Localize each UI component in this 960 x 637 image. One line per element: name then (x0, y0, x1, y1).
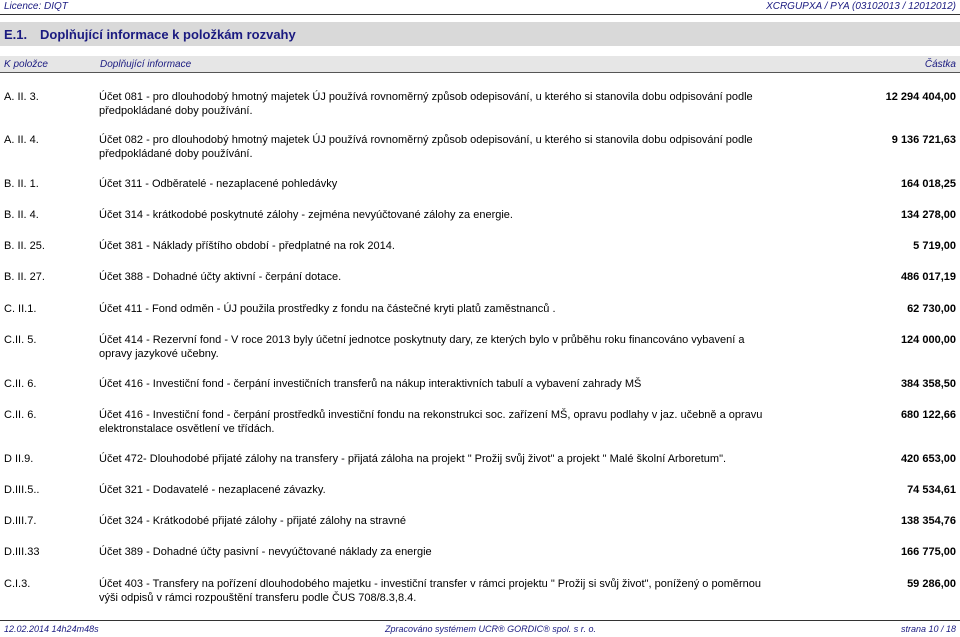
row-description: Účet 416 - Investiční fond - čerpání investičních transferů na nákup interaktivních tabulí a vybavení zahrady MŠ (99, 378, 642, 390)
row-description: Účet 389 - Dohadné účty pasivní - nevyúčtované náklady za energie (99, 546, 432, 558)
row-amount: 62 730,00 (907, 303, 956, 315)
row-amount: 74 534,61 (907, 484, 956, 496)
row-amount: 680 122,66 (900, 409, 956, 421)
footer-system: Zpracováno systémem UCR® GORDIC® spol. s r. o. (385, 624, 596, 634)
row-amount: 138 354,76 (900, 515, 956, 527)
row-description: Účet 314 - krátkodobé poskytnuté zálohy - zejména nevyúčtované zálohy za energie. (99, 209, 513, 221)
licence-label: Licence: DIQT (4, 1, 68, 12)
row-code: C. II.1. (4, 303, 37, 315)
footer-divider (0, 620, 960, 621)
row-code: B. II. 1. (4, 178, 39, 190)
row-amount: 486 017,19 (900, 271, 956, 283)
row-description: Účet 311 - Odběratelé - nezaplacené pohledávky (99, 178, 338, 190)
column-info: Doplňující informace (100, 59, 192, 70)
row-code: B. II. 4. (4, 209, 39, 221)
row-code: C.I.3. (4, 578, 31, 590)
row-code: D.III.5.. (4, 484, 40, 496)
row-code: D.III.33 (4, 546, 40, 558)
report-id: XCRGUPXA / PYA (03102013 / 12012012) (766, 1, 956, 12)
row-code: B. II. 25. (4, 240, 45, 252)
row-code: C.II. 6. (4, 409, 37, 421)
column-header (0, 56, 960, 72)
column-amount: Částka (924, 59, 956, 70)
row-amount: 164 018,25 (900, 178, 956, 190)
row-description: Účet 082 - pro dlouhodobý hmotný majetek ÚJ používá rovnoměrný způsob odepisování, u kterého si stanovila dobu odpisování podle předpokládané doby používání. (99, 134, 753, 160)
footer-page: strana 10 / 18 (900, 624, 956, 634)
row-description: Účet 388 - Dohadné účty aktivní - čerpání dotace. (99, 271, 342, 283)
row-amount: 59 286,00 (907, 578, 956, 590)
row-amount: 5 719,00 (913, 240, 956, 252)
section-number: E.1. (4, 27, 28, 42)
header-divider (0, 14, 960, 15)
row-description: Účet 403 - Transfery na pořízení dlouhodobého majetku - investiční transfer v rámci projektu " Prožij si svůj život", ponížený o poměrnou výši odpisů v rámci rozpouštění transferu podle ČUS 708/8.3,8.4. (99, 578, 762, 604)
row-description: Účet 472- Dlouhodobé přijaté zálohy na transfery - přijatá záloha na projekt " Prožij svůj život" a projekt " Malé školní Arboretum". (99, 453, 727, 465)
row-description: Účet 324 - Krátkodobé přijaté zálohy - přijaté zálohy na stravné (99, 515, 406, 527)
row-amount: 134 278,00 (900, 209, 956, 221)
section-title: Doplňující informace k položkám rozvahy (40, 27, 296, 42)
row-code: D II.9. (4, 453, 34, 465)
column-item: K položce (4, 59, 48, 70)
row-code: A. II. 4. (4, 134, 39, 146)
footer-timestamp: 12.02.2014 14h24m48s (4, 624, 99, 634)
row-amount: 12 294 404,00 (885, 91, 956, 103)
row-code: C.II. 5. (4, 334, 37, 346)
row-description: Účet 321 - Dodavatelé - nezaplacené závazky. (99, 484, 326, 496)
row-amount: 9 136 721,63 (891, 134, 956, 146)
row-code: B. II. 27. (4, 271, 45, 283)
row-description: Účet 381 - Náklady příštího období - předplatné na rok 2014. (99, 240, 395, 252)
row-description: Účet 411 - Fond odměn - ÚJ použila prostředky z fondu na částečné kryti platů zaměstnanců . (99, 303, 556, 315)
row-code: D.III.7. (4, 515, 37, 527)
row-description: Účet 081 - pro dlouhodobý hmotný majetek ÚJ používá rovnoměrný způsob odepisování, u kterého si stanovila dobu odpisování podle předpokládané doby používání. (99, 91, 753, 117)
row-code: C.II. 6. (4, 378, 37, 390)
row-amount: 124 000,00 (900, 334, 956, 346)
row-description: Účet 416 - Investiční fond - čerpání prostředků investiční fondu na rekonstrukci soc. zařízení MŠ, opravu podlahy v jaz. učebně a opravu elektronstalace osvětlení ve třídách. (99, 409, 763, 435)
row-amount: 384 358,50 (900, 378, 956, 390)
report-header (0, 0, 960, 14)
column-divider (0, 72, 960, 73)
row-amount: 420 653,00 (900, 453, 956, 465)
section-title-bar (0, 22, 960, 46)
row-amount: 166 775,00 (900, 546, 956, 558)
row-code: A. II. 3. (4, 91, 39, 103)
row-description: Účet 414 - Rezervní fond - V roce 2013 byly účetní jednotce poskytnuty dary, ze kterých bylo v průběhu roku financováno vybavení a opravy jazykové učebny. (99, 334, 745, 360)
